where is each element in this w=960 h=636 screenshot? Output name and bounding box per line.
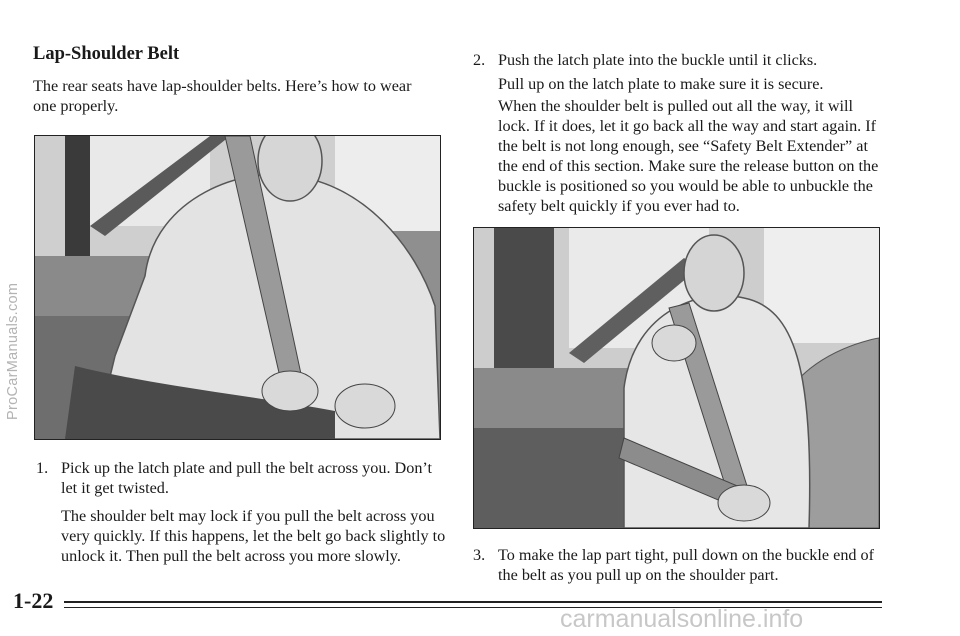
step-3-number: 3. — [473, 546, 486, 564]
side-watermark — [2, 215, 28, 435]
step-2-note-secure: Pull up on the latch plate to make sure it is secure. — [498, 75, 824, 93]
step-2-note-lock: When the shoulder belt is pulled out all the way, it will lock. If it does, let it go back all the way and start again. If the belt is not long enough, see “Safety Belt Extender” at the end of this section. Make sure the release button on the buckle is positioned so you would be able to unbuckle the safety belt quickly if you ever had to. — [498, 97, 879, 215]
step-1-note: The shoulder belt may lock if you pull the belt across you very quickly. If this happens, let the belt go back slightly to unlock it. Then pull the belt across you more slowly. — [61, 507, 446, 565]
footer-watermark: carmanualsonline.info — [560, 605, 804, 633]
step-3-text: To make the lap part tight, pull down on the buckle end of the belt as you pull up on the shoulder part. — [498, 546, 875, 584]
illustration-fastening-latch — [34, 135, 441, 440]
illustration-tightening-belt — [473, 227, 880, 529]
step-2-number: 2. — [473, 51, 486, 69]
footer-rule-thick — [64, 601, 882, 603]
section-heading: Lap-Shoulder Belt — [33, 44, 180, 64]
step-1-text: Pick up the latch plate and pull the belt across you. Don’t let it get twisted. — [61, 459, 433, 497]
step-1-number: 1. — [36, 459, 49, 477]
page-number: 1-22 — [13, 588, 54, 613]
intro-paragraph: The rear seats have lap-shoulder belts. Here’s how to wear one properly. — [33, 77, 412, 115]
side-watermark-text: ProCarManuals.com — [5, 282, 21, 420]
step-2-text: Push the latch plate into the buckle until it clicks. — [498, 51, 818, 69]
